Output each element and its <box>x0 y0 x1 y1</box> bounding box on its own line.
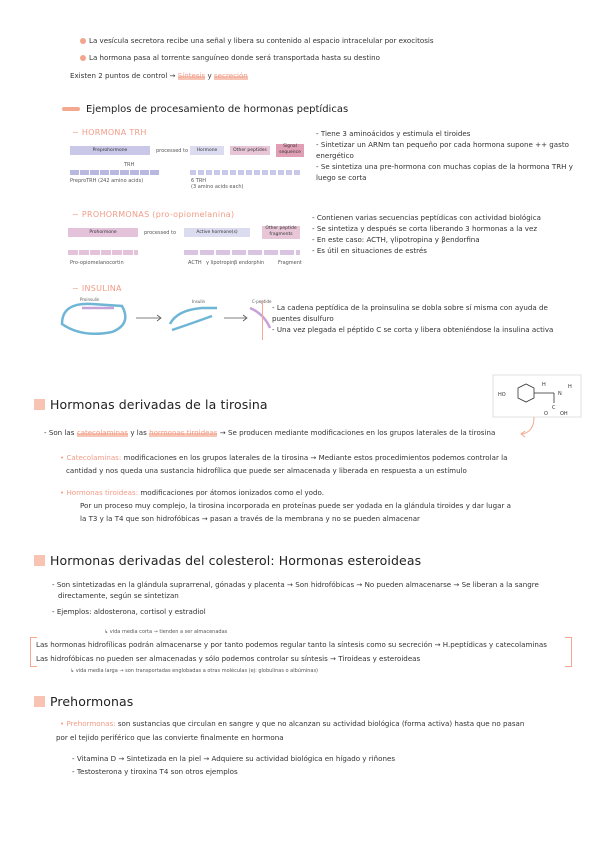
h-label: H <box>542 382 546 388</box>
note-top: ↳ vida media corta → tienden a ser almacenadas <box>104 629 228 635</box>
cholesterol-heading: Hormonas derivadas del colesterol: Hormonas esteroideas <box>34 553 421 568</box>
pomc-notes <box>312 212 587 256</box>
heading-square-icon <box>34 696 45 707</box>
pomc-active-box: Active hormone(s) <box>184 228 250 237</box>
cholesterol-line-2: - Ejemplos: aldosterona, cortisol y estradiol <box>52 607 206 616</box>
heading-square-icon <box>34 555 45 566</box>
insulin-note: - La cadena peptídica de la proinsulina se dobla sobre sí misma con ayuda de puentes disulfuro <box>272 303 548 323</box>
trh-hormone-box: Hormone <box>190 146 224 155</box>
bullet-dot-icon <box>80 55 86 61</box>
heading-dash-icon <box>62 107 80 111</box>
trh-note: - Tiene 3 aminoácidos y estimula el tiroides <box>316 129 471 138</box>
pomc-note: - En este caso: ACTH, γlipotropina y βendorfina <box>312 235 480 244</box>
trh-out-label: 6 TRH (3 amino acids each) <box>191 178 244 190</box>
trh-other-peptides-box: Other peptides <box>230 146 270 155</box>
o-label: O <box>544 411 548 417</box>
trh-fragments-bar <box>190 170 300 175</box>
trh-preprohormone-box: Preprohormone <box>70 146 150 155</box>
structure-arrow-icon <box>520 416 540 438</box>
intro-line-1: La vesícula secretora recibe una señal y libera su contenido al espacio intracelular por exocitosis <box>80 36 434 45</box>
catecol-line-2: cantidad y nos queda una sustancia hidrofílica que puede ser almacenada y liberada en respuesta a un estímulo <box>66 466 467 475</box>
trh-pre-label: PreproTRH (242 amino acids) <box>70 178 144 184</box>
trh-note: - Se sintetiza una pre-hormona con muchas copias de la hormona TRH y luego se corta <box>316 162 573 182</box>
insulin-diagram <box>52 294 272 344</box>
h2-label: H <box>568 384 572 390</box>
insulin-chain-b <box>172 316 212 330</box>
pomc-diagram <box>66 222 306 270</box>
cholesterol-line-1b: directamente, según se sintetizan <box>58 591 179 600</box>
trh-title: ∼ HORMONA TRH <box>72 128 147 137</box>
bracket-right <box>565 637 572 667</box>
n-label: N <box>558 391 562 397</box>
pomc-acth-label: ACTH <box>188 260 202 266</box>
insulin-notes <box>272 302 572 335</box>
trh-arrow-label: processed to <box>156 148 189 154</box>
trh-signal-box: Signal sequence <box>276 144 304 157</box>
note-bottom: ↳ vida media larga → son transportadas englobadas a otras moléculas (ej: globulinas o albúminas) <box>70 668 319 674</box>
tiroid-line-1: • Hormonas tiroideas: modificaciones por átomos ionizados como el yodo. <box>60 488 324 497</box>
tyrosine-heading: Hormonas derivadas de la tirosina <box>34 397 268 412</box>
pomc-note: - Se sintetiza y después se corta liberando 3 hormonas a la vez <box>312 224 538 233</box>
trh-notes <box>316 128 586 183</box>
trh-note: - Sintetizar un ARNm tan pequeño por cada hormona supone ++ gasto energético <box>316 140 569 160</box>
trh-chain-bar <box>70 170 160 175</box>
insulin-label: Insulin <box>192 299 206 304</box>
intro-line-2: La hormona pasa al torrente sanguíneo donde será transportada hasta su destino <box>80 53 380 62</box>
pomc-note: - Contienen varias secuencias peptídicas con actividad biológica <box>312 213 541 222</box>
summary-line-2: Las hidrofóbicas no pueden ser almacenadas y sólo podemos controlar su síntesis → Tiroideas y esteroideas <box>36 654 421 663</box>
insulin-note: - Una vez plegada el péptido C se corta y libera obteniéndose la insulina activa <box>272 325 554 334</box>
oh-label: OH <box>560 411 568 417</box>
tyrosine-structure <box>492 374 582 418</box>
tiroid-line-2: Por un proceso muy complejo, la tirosina incorporada en proteínas puede ser yodada en la glándula tiroides y dar lugar a <box>80 501 511 510</box>
pomc-title: ∼ PROHORMONAS (pro-opiomelanina) <box>72 210 235 219</box>
proinsulin-label: Proinsulin <box>80 297 100 302</box>
pomc-fragment-label: Fragment <box>278 260 302 266</box>
summary-line-1: Las hormonas hidrofílicas podrán almacenarse y por tanto podemos regular tanto la síntesis como su secreción → H.peptídicas y catecolaminas <box>36 640 547 649</box>
pomc-endorphin-label: β endorphin <box>234 260 265 266</box>
pomc-chain-bar <box>68 250 138 255</box>
insulin-title: ∼ INSULINA <box>72 284 122 293</box>
bullet-dot-icon <box>80 38 86 44</box>
peptide-heading: Ejemplos de procesamiento de hormonas peptídicas <box>62 104 348 115</box>
pomc-split-bar <box>184 250 300 255</box>
prehormonas-def-1: • Prehormonas: son sustancias que circulan en sangre y que no alcanzan su actividad biológica (forma activa) hasta que no pasan <box>60 719 525 728</box>
pomc-fragments-box: Other peptide fragments <box>262 226 300 239</box>
tyrosine-line-1: - Son las catecolaminas y las hormonas tiroideas → Se producen mediante modificaciones en los grupos laterales de la tirosina <box>44 428 496 437</box>
pomc-note: - Es útil en situaciones de estrés <box>312 246 427 255</box>
intro-line-3: Existen 2 puntos de control → Síntesis y secreción <box>70 71 248 80</box>
structure-frame <box>493 375 581 417</box>
tiroid-line-3: la T3 y la T4 que son hidrofóbicas → pasan a través de la membrana y no se pueden almacenar <box>80 514 420 523</box>
pomc-lipotropin-label: γ lipotropin <box>206 260 235 266</box>
prehormonas-def-2: por el tejido periférico que las convierte finalmente en hormona <box>56 733 284 742</box>
cholesterol-line-1: - Son sintetizadas en la glándula suprarrenal, gónadas y placenta → Son hidrofóbicas → No pueden almacenarse → Se liberan a la sangre <box>52 580 539 589</box>
pomc-prohormone-box: Prohormone <box>68 228 138 237</box>
benzene-ring-icon <box>518 384 534 402</box>
ho-label: HO <box>498 392 506 398</box>
prehormonas-heading: Prehormonas <box>34 694 133 709</box>
trh-label: TRH <box>124 162 135 168</box>
heading-square-icon <box>34 399 45 410</box>
prehormonas-ex-2: - Testosterona y tiroxina T4 son otros ejemplos <box>72 767 238 776</box>
catecol-line-1: • Catecolaminas: modificaciones en los grupos laterales de la tirosina → Mediante estos procedimientos podemos controlar la <box>60 453 508 462</box>
c-label: C <box>552 405 556 411</box>
c-peptide-label: C-peptide <box>252 299 272 304</box>
trh-diagram <box>66 140 306 192</box>
pomc-arrow-label: processed to <box>144 230 177 236</box>
pomc-pre-label: Pro-opiomelanocortin <box>70 260 124 266</box>
prehormonas-ex-1: - Vitamina D → Sintetizada en la piel → Adquiere su actividad biológica en hígado y riñones <box>72 754 396 763</box>
